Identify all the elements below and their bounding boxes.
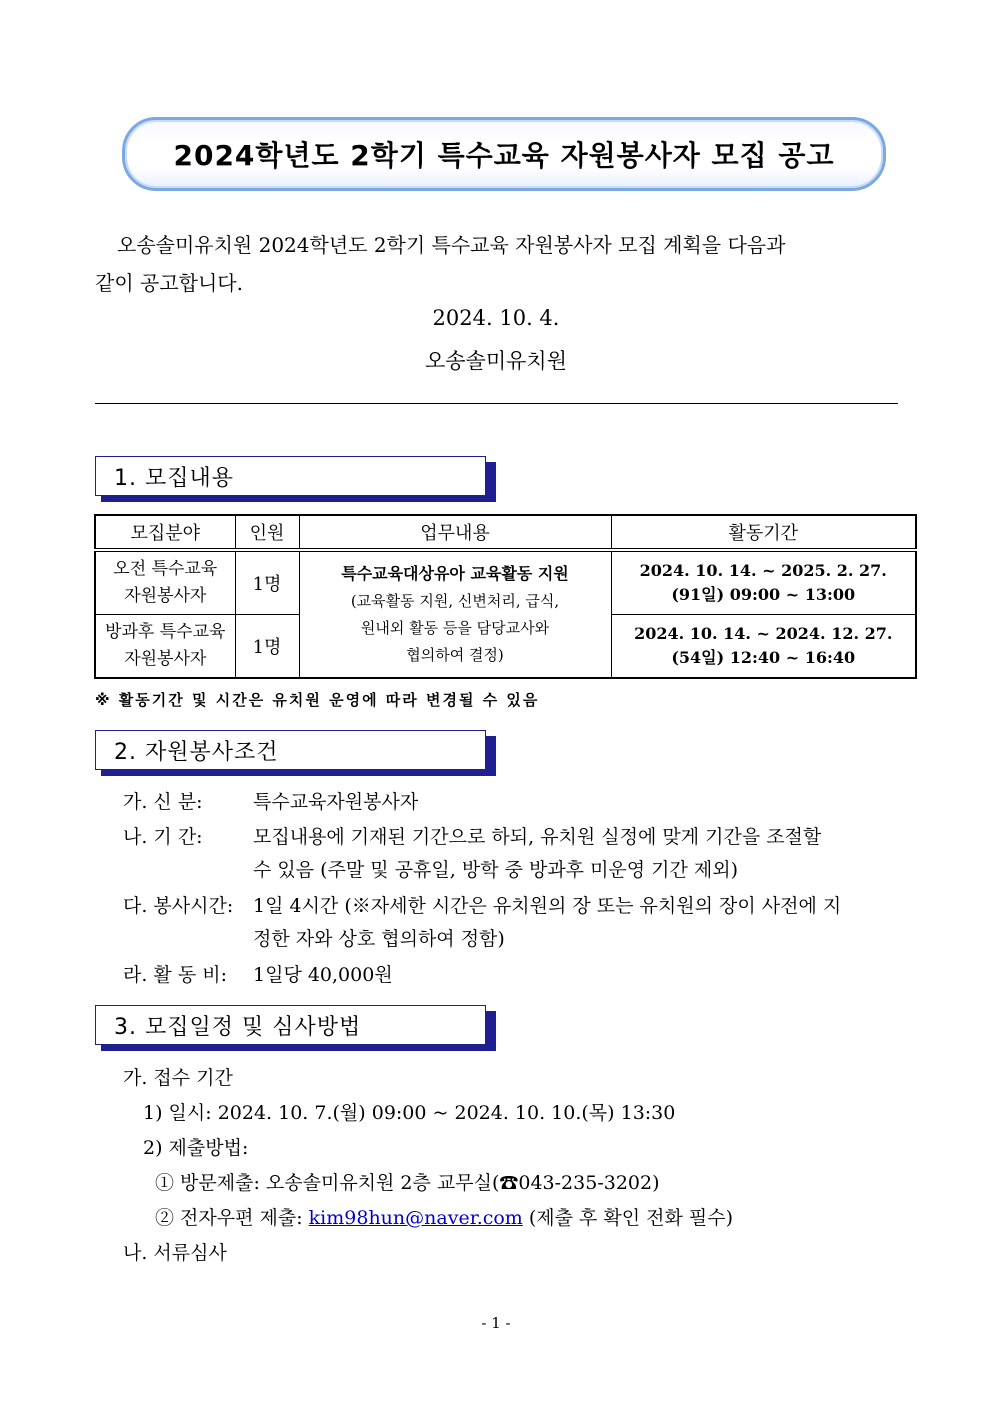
page-number: - 1 -: [481, 1314, 511, 1332]
period-cell: [611, 615, 916, 679]
header-people: 인원: [235, 515, 299, 550]
field-line-2: 자원봉사자: [124, 649, 207, 669]
title-banner: [122, 117, 886, 191]
schedule-note: ※ 활동기간 및 시간은 유치원 운영에 따라 변경될 수 있음: [95, 691, 540, 709]
condition-hours: [123, 891, 841, 918]
hours-label: 다. 봉사시간:: [123, 895, 234, 917]
condition-period: [123, 822, 821, 849]
field-cell: [95, 615, 235, 679]
duty-cell: [299, 550, 611, 678]
condition-status: [123, 787, 418, 814]
submission-method-heading: 2) 제출방법:: [143, 1137, 249, 1159]
status-label: 가. 신 분:: [123, 791, 203, 813]
submission-email: [155, 1203, 733, 1230]
period-line-1: 2024. 10. 14. ~ 2024. 12. 27.: [634, 624, 893, 643]
application-period-heading: 가. 접수 기간: [123, 1067, 233, 1089]
duty-line-3: 협의하여 결정): [406, 646, 504, 664]
hours-value-2: 정한 자와 상호 협의하여 정함): [253, 928, 505, 950]
organization-name: 오송솔미유치원: [424, 349, 567, 373]
recruitment-table: [94, 514, 917, 679]
header-period: 활동기간: [611, 515, 916, 550]
fee-value: 1일당 40,000원: [253, 964, 393, 986]
period-value-2: 수 있음 (주말 및 공휴일, 방학 중 방과후 미운영 기간 제외): [253, 859, 739, 881]
fee-label: 라. 활 동 비:: [123, 964, 227, 986]
duty-title: 특수교육대상유아 교육활동 지원: [341, 564, 569, 583]
section-3-heading: [95, 1005, 495, 1047]
page-title: 2024학년도 2학기 특수교육 자원봉사자 모집 공고: [173, 139, 835, 172]
period-value-1: 모집내용에 기재된 기간으로 하되, 유치원 실정에 맞게 기간을 조절할: [253, 826, 822, 848]
intro-line-2: 같이 공고합니다.: [95, 271, 243, 295]
header-field: 모집분야: [95, 515, 235, 550]
status-value: 특수교육자원봉사자: [253, 791, 419, 813]
intro-line-1: 오송솔미유치원 2024학년도 2학기 특수교육 자원봉사자 모집 계획을 다음과: [117, 233, 786, 257]
email-prefix: ② 전자우편 제출:: [155, 1207, 303, 1229]
document-review: 나. 서류심사: [123, 1242, 227, 1264]
period-label: 나. 기 간:: [123, 826, 203, 848]
email-suffix: (제출 후 확인 전화 필수): [528, 1207, 734, 1229]
announcement-date: 2024. 10. 4.: [432, 306, 560, 330]
section-3-title: 3. 모집일정 및 심사방법: [114, 1014, 362, 1040]
table-row: [95, 550, 916, 615]
section-1-title: 1. 모집내용: [114, 465, 234, 491]
field-line-1: 오전 특수교육: [113, 559, 218, 579]
field-cell: [95, 550, 235, 615]
period-line-1: 2024. 10. 14. ~ 2025. 2. 27.: [639, 561, 887, 580]
section-2-heading: [95, 730, 495, 772]
period-line-2: (91일) 09:00 ~ 13:00: [671, 585, 856, 604]
period-cell: [611, 550, 916, 615]
duty-line-1: (교육활동 지원, 신변처리, 급식,: [350, 592, 560, 610]
application-datetime: 1) 일시: 2024. 10. 7.(월) 09:00 ~ 2024. 10. 10.(목) 13:30: [143, 1102, 676, 1124]
people-cell: 1명: [235, 550, 299, 615]
email-link[interactable]: kim98hun@naver.com: [308, 1207, 523, 1229]
field-line-1: 방과후 특수교육: [105, 622, 226, 642]
field-line-2: 자원봉사자: [124, 586, 207, 606]
divider: [95, 403, 898, 404]
section-2-title: 2. 자원봉사조건: [114, 739, 279, 765]
intro-paragraph: [95, 226, 900, 302]
header-duty: 업무내용: [299, 515, 611, 550]
people-cell: 1명: [235, 615, 299, 679]
section-1-heading: [95, 456, 495, 498]
table-header-row: [95, 515, 916, 550]
submission-visit: ① 방문제출: 오송솔미유치원 2층 교무실(☎043-235-3202): [155, 1172, 660, 1194]
hours-value-1: 1일 4시간 (※자세한 시간은 유치원의 장 또는 유치원의 장이 사전에 지: [253, 895, 842, 917]
period-line-2: (54일) 12:40 ~ 16:40: [671, 648, 856, 667]
condition-fee: [123, 960, 393, 987]
duty-line-2: 원내외 활동 등을 담당교사와: [360, 619, 550, 637]
